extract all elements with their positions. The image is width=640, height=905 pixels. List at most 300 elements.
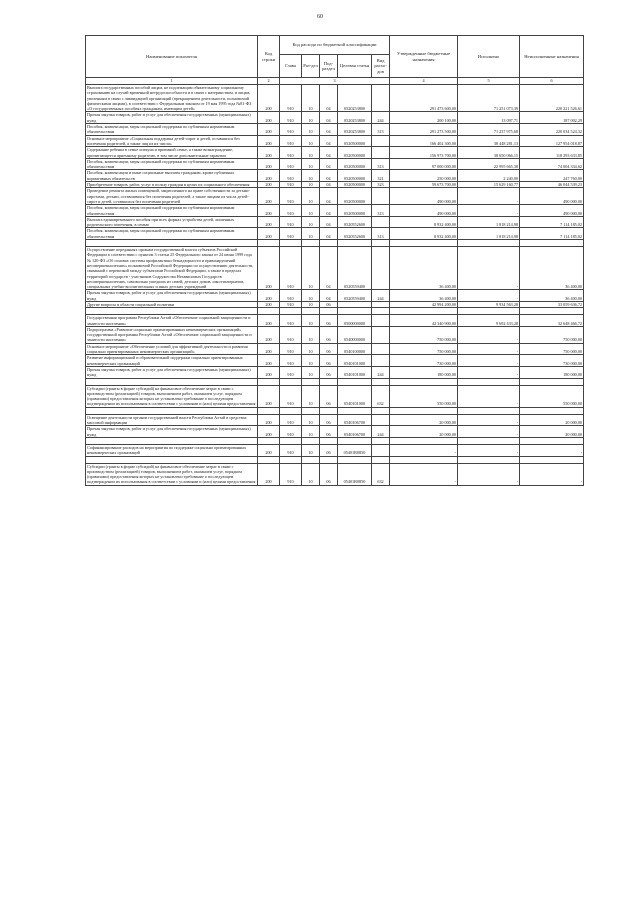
row-name: Софинансирование расходов на мероприятия по поддержке социально ориентированных некоммерческих организаций: [86, 444, 258, 456]
index-cell: 4: [390, 78, 458, 85]
page-number: 60: [317, 14, 323, 20]
spacer-cell: [338, 456, 372, 463]
index-cell: 5: [458, 78, 520, 85]
spacer-cell: [320, 407, 338, 414]
row-glava: 910: [280, 135, 302, 147]
row-podrazdel: 06: [320, 355, 338, 367]
row-vid: [372, 135, 390, 147]
row-executed: 1 818 214,98: [458, 216, 520, 228]
row-unexecuted: 180 000,00: [520, 366, 584, 378]
index-cell: 3: [280, 78, 390, 85]
row-approved: 730 000,00: [390, 355, 458, 367]
row-target: 0520500000: [338, 205, 372, 217]
row-approved: 97 000 000,00: [390, 158, 458, 170]
row-executed: -: [458, 385, 520, 407]
row-podrazdel: 04: [320, 188, 338, 205]
spacer-cell: [86, 240, 258, 247]
row-executed: -: [458, 426, 520, 438]
row-vid: 313: [372, 228, 390, 240]
table-row: [86, 385, 584, 407]
spacer-cell: [302, 240, 320, 247]
spacer-cell: [390, 308, 458, 315]
row-glava: 910: [280, 216, 302, 228]
row-line-code: 200: [258, 147, 280, 159]
spacer-cell: [390, 407, 458, 414]
spacer-cell: [258, 437, 280, 444]
spacer-cell: [390, 456, 458, 463]
table-row: [86, 290, 584, 302]
table-row: [86, 216, 584, 228]
row-name: Субсидии (гранты в форме субсидий) на финансовое обеспечение затрат в связи с производством (реализацией) товаров, выполнением работ, оказанием услуг, порядком (правилами) предоставления которых не установлено требование о последующем подтверждении их использования в соответствии с условиями и (или) целями предоставления: [86, 463, 258, 485]
row-podrazdel: 04: [320, 170, 338, 182]
row-line-code: 200: [258, 182, 280, 188]
spacer-cell: [458, 308, 520, 315]
row-approved: 156 973 700,00: [390, 147, 458, 159]
row-line-code: 200: [258, 315, 280, 327]
row-executed: 9 692 433,28: [458, 315, 520, 327]
header-name: Наименование показателя: [86, 36, 258, 78]
row-executed: -: [458, 414, 520, 426]
row-podrazdel: 06: [320, 326, 338, 343]
row-target: 0520253800: [338, 124, 372, 136]
row-glava: 910: [280, 85, 302, 112]
row-unexecuted: 33 059 636,72: [520, 301, 584, 307]
row-approved: 291 273 500,00: [390, 124, 458, 136]
row-unexecuted: 247 760,00: [520, 170, 584, 182]
spacer-cell: [258, 308, 280, 315]
row-unexecuted: 750 000,00: [520, 343, 584, 355]
row-vid: [372, 355, 390, 367]
row-executed: -: [458, 463, 520, 485]
spacer-cell: [458, 407, 520, 414]
spacer-cell: [280, 407, 302, 414]
row-vid: [372, 216, 390, 228]
row-vid: 321: [372, 170, 390, 182]
header-target: Целевая статья: [338, 55, 372, 78]
row-podrazdel: 04: [320, 85, 338, 112]
spacer-row: [86, 437, 584, 444]
row-glava: 910: [280, 463, 302, 485]
row-executed: -: [458, 247, 520, 290]
spacer-row: [86, 308, 584, 315]
row-vid: [372, 188, 390, 205]
row-line-code: 200: [258, 414, 280, 426]
spacer-cell: [86, 456, 258, 463]
row-name: Пособия, компенсации, меры социальной поддержки по публичным нормативным обязательствам: [86, 124, 258, 136]
spacer-cell: [302, 308, 320, 315]
row-target: 05401R0850: [338, 444, 372, 456]
row-glava: 910: [280, 170, 302, 182]
row-razdel: 10: [302, 355, 320, 367]
row-vid: [372, 444, 390, 456]
spacer-cell: [280, 308, 302, 315]
row-target: 0520552600: [338, 228, 372, 240]
row-razdel: 10: [302, 147, 320, 159]
row-unexecuted: 7 114 185,02: [520, 216, 584, 228]
row-podrazdel: 06: [320, 343, 338, 355]
spacer-row: [86, 456, 584, 463]
spacer-cell: [338, 240, 372, 247]
row-executed: -: [458, 188, 520, 205]
spacer-cell: [338, 437, 372, 444]
row-target: 05401R0850: [338, 463, 372, 485]
spacer-cell: [520, 407, 584, 414]
row-podrazdel: 04: [320, 124, 338, 136]
row-name: Прочая закупка товаров, работ и услуг для обеспечения государственных (муниципальных) нужд: [86, 290, 258, 302]
row-name: Прочая закупка товаров, работ и услуг для обеспечения государственных (муниципальных) нужд: [86, 112, 258, 124]
spacer-cell: [302, 456, 320, 463]
row-line-code: 200: [258, 85, 280, 112]
spacer-cell: [280, 437, 302, 444]
spacer-cell: [338, 378, 372, 385]
row-line-code: 200: [258, 385, 280, 407]
row-line-code: 200: [258, 170, 280, 182]
row-target: 0540100000: [338, 343, 372, 355]
row-unexecuted: 550 000,00: [520, 385, 584, 407]
row-executed: -: [458, 326, 520, 343]
row-unexecuted: 490 000,00: [520, 205, 584, 217]
row-executed: 38 650 066,15: [458, 147, 520, 159]
table-row: [86, 463, 584, 485]
row-name: Выплата государственных пособий лицам, не подлежащим обязательному социальному страхованию на случай временной нетрудоспособности и в связи с материнством, и лицам, уволенным в связи с ликвидацией организаций (прекращением деятельности, полномочий физическими лицами), в соответствии с Федеральным законом от 19 мая 1995 года №81-ФЗ «О государственных пособиях гражданам, имеющим детей»: [86, 85, 258, 112]
row-vid: [372, 343, 390, 355]
row-unexecuted: 46 044 539,23: [520, 182, 584, 188]
spacer-cell: [320, 456, 338, 463]
row-name: Пособия, компенсации, меры социальной поддержки по публичным нормативным обязательствам: [86, 228, 258, 240]
row-vid: [372, 315, 390, 327]
row-podrazdel: 04: [320, 182, 338, 188]
row-name: Пособия, компенсации, меры социальной поддержки по публичным нормативным обязательствам: [86, 205, 258, 217]
index-cell: 1: [86, 78, 258, 85]
row-approved: 250 000,00: [390, 170, 458, 182]
row-glava: 910: [280, 301, 302, 307]
row-target: 0520559400: [338, 290, 372, 302]
row-vid: [372, 247, 390, 290]
row-unexecuted: 750 000,00: [520, 326, 584, 343]
header-classification-group: Код расхода по бюджетной классификации: [280, 36, 390, 55]
row-podrazdel: 04: [320, 228, 338, 240]
row-podrazdel: 06: [320, 463, 338, 485]
spacer-cell: [520, 240, 584, 247]
table-row: [86, 112, 584, 124]
row-podrazdel: 04: [320, 247, 338, 290]
spacer-cell: [520, 456, 584, 463]
spacer-cell: [390, 378, 458, 385]
row-executed: 71 251 073,39: [458, 85, 520, 112]
row-unexecuted: 20 000,00: [520, 426, 584, 438]
row-target: 0540101000: [338, 355, 372, 367]
row-razdel: 10: [302, 366, 320, 378]
table-row: [86, 158, 584, 170]
row-name: Осуществление переданных органам государственной власти субъектов Российской Федерации в соответствии с пунктом 3 статьи 25 Федерального закона от 24 июня 1999 года № 120-ФЗ «Об основах системы профилактики безнадзорности и правонарушений несовершеннолетних» полномочий Российской Федерации по осуществлению деятельности, связанной с перевозкой между субъектами Российской Федерации, а также в пределах территорий государств - участников Содружества Независимых Государств несовершеннолетних, самовольно ушедших из семей, детских домов, школ-интернатов, специальных учебно-воспитательных и иных детских учреждений: [86, 247, 258, 290]
row-unexecuted: 36 400,00: [520, 247, 584, 290]
row-podrazdel: 04: [320, 205, 338, 217]
row-vid: [372, 414, 390, 426]
row-line-code: 200: [258, 247, 280, 290]
budget-execution-table: [85, 35, 584, 486]
spacer-cell: [320, 240, 338, 247]
row-line-code: 200: [258, 188, 280, 205]
header-podrazdel: Под-раздел: [320, 55, 338, 78]
spacer-cell: [280, 378, 302, 385]
row-target: 0520552600: [338, 216, 372, 228]
row-approved: 8 932 400,00: [390, 228, 458, 240]
table-row: [86, 414, 584, 426]
row-unexecuted: 74 004 334,62: [520, 158, 584, 170]
row-approved: 36 400,00: [390, 247, 458, 290]
row-line-code: 200: [258, 366, 280, 378]
row-name: Приобретение товаров, работ, услуг в пользу граждан в целях их социального обеспечения: [86, 182, 258, 188]
row-name: Освещение деятельности органов государственной власти Республики Алтай в средствах массовой информации: [86, 414, 258, 426]
header-executed: Исполнено: [458, 36, 520, 78]
spacer-cell: [258, 456, 280, 463]
row-approved: 20 000,00: [390, 414, 458, 426]
spacer-cell: [458, 240, 520, 247]
table-body: [86, 85, 584, 486]
row-vid: 244: [372, 112, 390, 124]
row-glava: 910: [280, 188, 302, 205]
spacer-cell: [372, 378, 390, 385]
spacer-cell: [320, 437, 338, 444]
spacer-cell: [520, 437, 584, 444]
row-unexecuted: 20 000,00: [520, 414, 584, 426]
row-podrazdel: 06: [320, 385, 338, 407]
spacer-cell: [390, 240, 458, 247]
row-podrazdel: 06: [320, 315, 338, 327]
spacer-cell: [258, 378, 280, 385]
spacer-row: [86, 407, 584, 414]
row-target: 0540101000: [338, 385, 372, 407]
row-glava: 910: [280, 414, 302, 426]
row-executed: 71 237 975,68: [458, 124, 520, 136]
header-vid: Вид расхо-дов: [372, 55, 390, 78]
row-executed: 22 995 665,38: [458, 158, 520, 170]
row-target: 0520559400: [338, 247, 372, 290]
row-approved: 490 000,00: [390, 205, 458, 217]
row-razdel: 10: [302, 112, 320, 124]
row-razdel: 10: [302, 414, 320, 426]
row-vid: [372, 147, 390, 159]
row-target: 0520500000: [338, 182, 372, 188]
row-target: 0500000000: [338, 315, 372, 327]
row-razdel: 10: [302, 188, 320, 205]
index-cell: 2: [258, 78, 280, 85]
row-razdel: 10: [302, 463, 320, 485]
row-target: 0520500000: [338, 158, 372, 170]
spacer-cell: [320, 308, 338, 315]
spacer-cell: [372, 308, 390, 315]
row-glava: 910: [280, 124, 302, 136]
row-vid: 313: [372, 158, 390, 170]
row-razdel: 10: [302, 135, 320, 147]
spacer-cell: [390, 437, 458, 444]
row-podrazdel: 04: [320, 216, 338, 228]
row-podrazdel: 04: [320, 290, 338, 302]
row-razdel: 10: [302, 158, 320, 170]
row-unexecuted: 127 954 018,87: [520, 135, 584, 147]
row-glava: 910: [280, 366, 302, 378]
row-line-code: 200: [258, 301, 280, 307]
row-unexecuted: 220 221 526,61: [520, 85, 584, 112]
row-glava: 910: [280, 315, 302, 327]
row-executed: 1 818 214,98: [458, 228, 520, 240]
spacer-cell: [338, 407, 372, 414]
table-row: [86, 444, 584, 456]
row-razdel: 10: [302, 290, 320, 302]
row-approved: 42 994 200,00: [390, 301, 458, 307]
row-target: 0520253800: [338, 85, 372, 112]
row-unexecuted: 36 400,00: [520, 290, 584, 302]
table-row: [86, 247, 584, 290]
spacer-cell: [372, 407, 390, 414]
header-razdel: Раз-дел: [302, 55, 320, 78]
row-vid: 323: [372, 182, 390, 188]
row-line-code: 200: [258, 135, 280, 147]
spacer-cell: [458, 378, 520, 385]
table-row: [86, 366, 584, 378]
row-line-code: 200: [258, 444, 280, 456]
table-row: [86, 426, 584, 438]
row-line-code: 200: [258, 326, 280, 343]
row-name: Пособия, компенсации, меры социальной поддержки по публичным нормативным обязательствам: [86, 158, 258, 170]
row-razdel: 10: [302, 85, 320, 112]
spacer-cell: [458, 437, 520, 444]
row-podrazdel: 06: [320, 301, 338, 307]
row-razdel: 10: [302, 315, 320, 327]
row-vid: 244: [372, 366, 390, 378]
row-glava: 910: [280, 247, 302, 290]
spacer-cell: [258, 407, 280, 414]
spacer-row: [86, 378, 584, 385]
row-approved: 490 000,00: [390, 188, 458, 205]
row-approved: 36 400,00: [390, 290, 458, 302]
row-unexecuted: -: [520, 444, 584, 456]
spacer-cell: [372, 437, 390, 444]
table-row: [86, 326, 584, 343]
table-row: [86, 343, 584, 355]
table-row: [86, 85, 584, 112]
row-executed: -: [458, 343, 520, 355]
row-executed: -: [458, 355, 520, 367]
spacer-row: [86, 240, 584, 247]
row-vid: 244: [372, 426, 390, 438]
spacer-cell: [86, 378, 258, 385]
row-razdel: 10: [302, 426, 320, 438]
table-row: [86, 205, 584, 217]
row-name: Прочая закупка товаров, работ и услуг для обеспечения государственных (муниципальных) нужд: [86, 366, 258, 378]
row-unexecuted: 118 293 633,85: [520, 147, 584, 159]
row-approved: 8 932 400,00: [390, 216, 458, 228]
row-executed: -: [458, 290, 520, 302]
row-podrazdel: 04: [320, 112, 338, 124]
row-executed: -: [458, 366, 520, 378]
row-target: 0540106700: [338, 414, 372, 426]
spacer-cell: [372, 240, 390, 247]
table-row: [86, 170, 584, 182]
row-podrazdel: 04: [320, 135, 338, 147]
header-unexecuted: Неисполненные назначения: [520, 36, 584, 78]
spacer-cell: [338, 308, 372, 315]
row-name: Основное мероприятие «Обеспечение условий для эффективной деятельности и развития социально ориентированных некоммерческих организаций»: [86, 343, 258, 355]
row-glava: 910: [280, 444, 302, 456]
row-line-code: 200: [258, 216, 280, 228]
row-name: Государственная программа Республики Алтай «Обеспечение социальной защищенности и занятости населения»: [86, 315, 258, 327]
row-line-code: 200: [258, 205, 280, 217]
row-executed: 38 448 281,13: [458, 135, 520, 147]
row-line-code: 200: [258, 463, 280, 485]
row-glava: 910: [280, 385, 302, 407]
row-podrazdel: 06: [320, 444, 338, 456]
row-razdel: 10: [302, 385, 320, 407]
row-name: Выплата единовременного пособия при всех формах устройства детей, лишенных родительского попечения, в семью: [86, 216, 258, 228]
row-executed: -: [458, 444, 520, 456]
row-podrazdel: 06: [320, 414, 338, 426]
row-name: Подпрограмма «Развитие социально ориентированных некоммерческих организаций» государственной программы Республики Алтай «Обеспечение социальной защищенности и занятости населения»: [86, 326, 258, 343]
spacer-cell: [280, 240, 302, 247]
row-glava: 910: [280, 147, 302, 159]
table-row: [86, 147, 584, 159]
row-target: 0540101000: [338, 366, 372, 378]
row-line-code: 200: [258, 343, 280, 355]
row-glava: 910: [280, 228, 302, 240]
row-approved: 291 473 600,00: [390, 85, 458, 112]
table-row: [86, 315, 584, 327]
spacer-cell: [86, 437, 258, 444]
row-vid: 313: [372, 124, 390, 136]
row-vid: [372, 85, 390, 112]
row-executed: 13 097,71: [458, 112, 520, 124]
spacer-cell: [302, 407, 320, 414]
row-vid: 632: [372, 385, 390, 407]
spacer-cell: [302, 437, 320, 444]
table-row: [86, 135, 584, 147]
row-razdel: 10: [302, 301, 320, 307]
row-glava: 910: [280, 112, 302, 124]
row-vid: 313: [372, 205, 390, 217]
row-razdel: 10: [302, 326, 320, 343]
spacer-cell: [320, 378, 338, 385]
row-target: 0520253800: [338, 112, 372, 124]
row-unexecuted: 730 000,00: [520, 355, 584, 367]
row-podrazdel: 04: [320, 158, 338, 170]
row-glava: 910: [280, 205, 302, 217]
row-approved: 750 000,00: [390, 343, 458, 355]
row-target: 0540000000: [338, 326, 372, 343]
row-name: Прочая закупка товаров, работ и услуг для обеспечения государственных (муниципальных) нужд: [86, 426, 258, 438]
spacer-cell: [280, 456, 302, 463]
row-unexecuted: 187 002,29: [520, 112, 584, 124]
row-line-code: 200: [258, 228, 280, 240]
index-cell: 6: [520, 78, 584, 85]
row-razdel: 10: [302, 228, 320, 240]
row-razdel: 10: [302, 182, 320, 188]
row-razdel: 10: [302, 247, 320, 290]
table-row: [86, 228, 584, 240]
row-approved: 550 000,00: [390, 385, 458, 407]
row-podrazdel: 04: [320, 147, 338, 159]
row-name: Проведение ремонта жилых помещений, закрепленного на праве собственности за детьми-сиротами, детьми, оставшимися без попечения родителей, а также лицами из числа детей-сирот и детей, оставшихся без попечения родителей: [86, 188, 258, 205]
row-approved: 166 402 300,00: [390, 135, 458, 147]
row-razdel: 10: [302, 343, 320, 355]
row-approved: 180 000,00: [390, 366, 458, 378]
row-name: Субсидии (гранты в форме субсидий) на финансовое обеспечение затрат в связи с производством (реализацией) товаров, выполнением работ, оказанием услуг, порядком (правилами) предоставления которых не установлено требование о последующем подтверждении их использования в соответствии с условиями и (или) целями предоставления: [86, 385, 258, 407]
row-unexecuted: 32 648 466,72: [520, 315, 584, 327]
table-row: [86, 188, 584, 205]
row-glava: 910: [280, 290, 302, 302]
row-podrazdel: 06: [320, 366, 338, 378]
spacer-cell: [86, 308, 258, 315]
row-line-code: 200: [258, 158, 280, 170]
